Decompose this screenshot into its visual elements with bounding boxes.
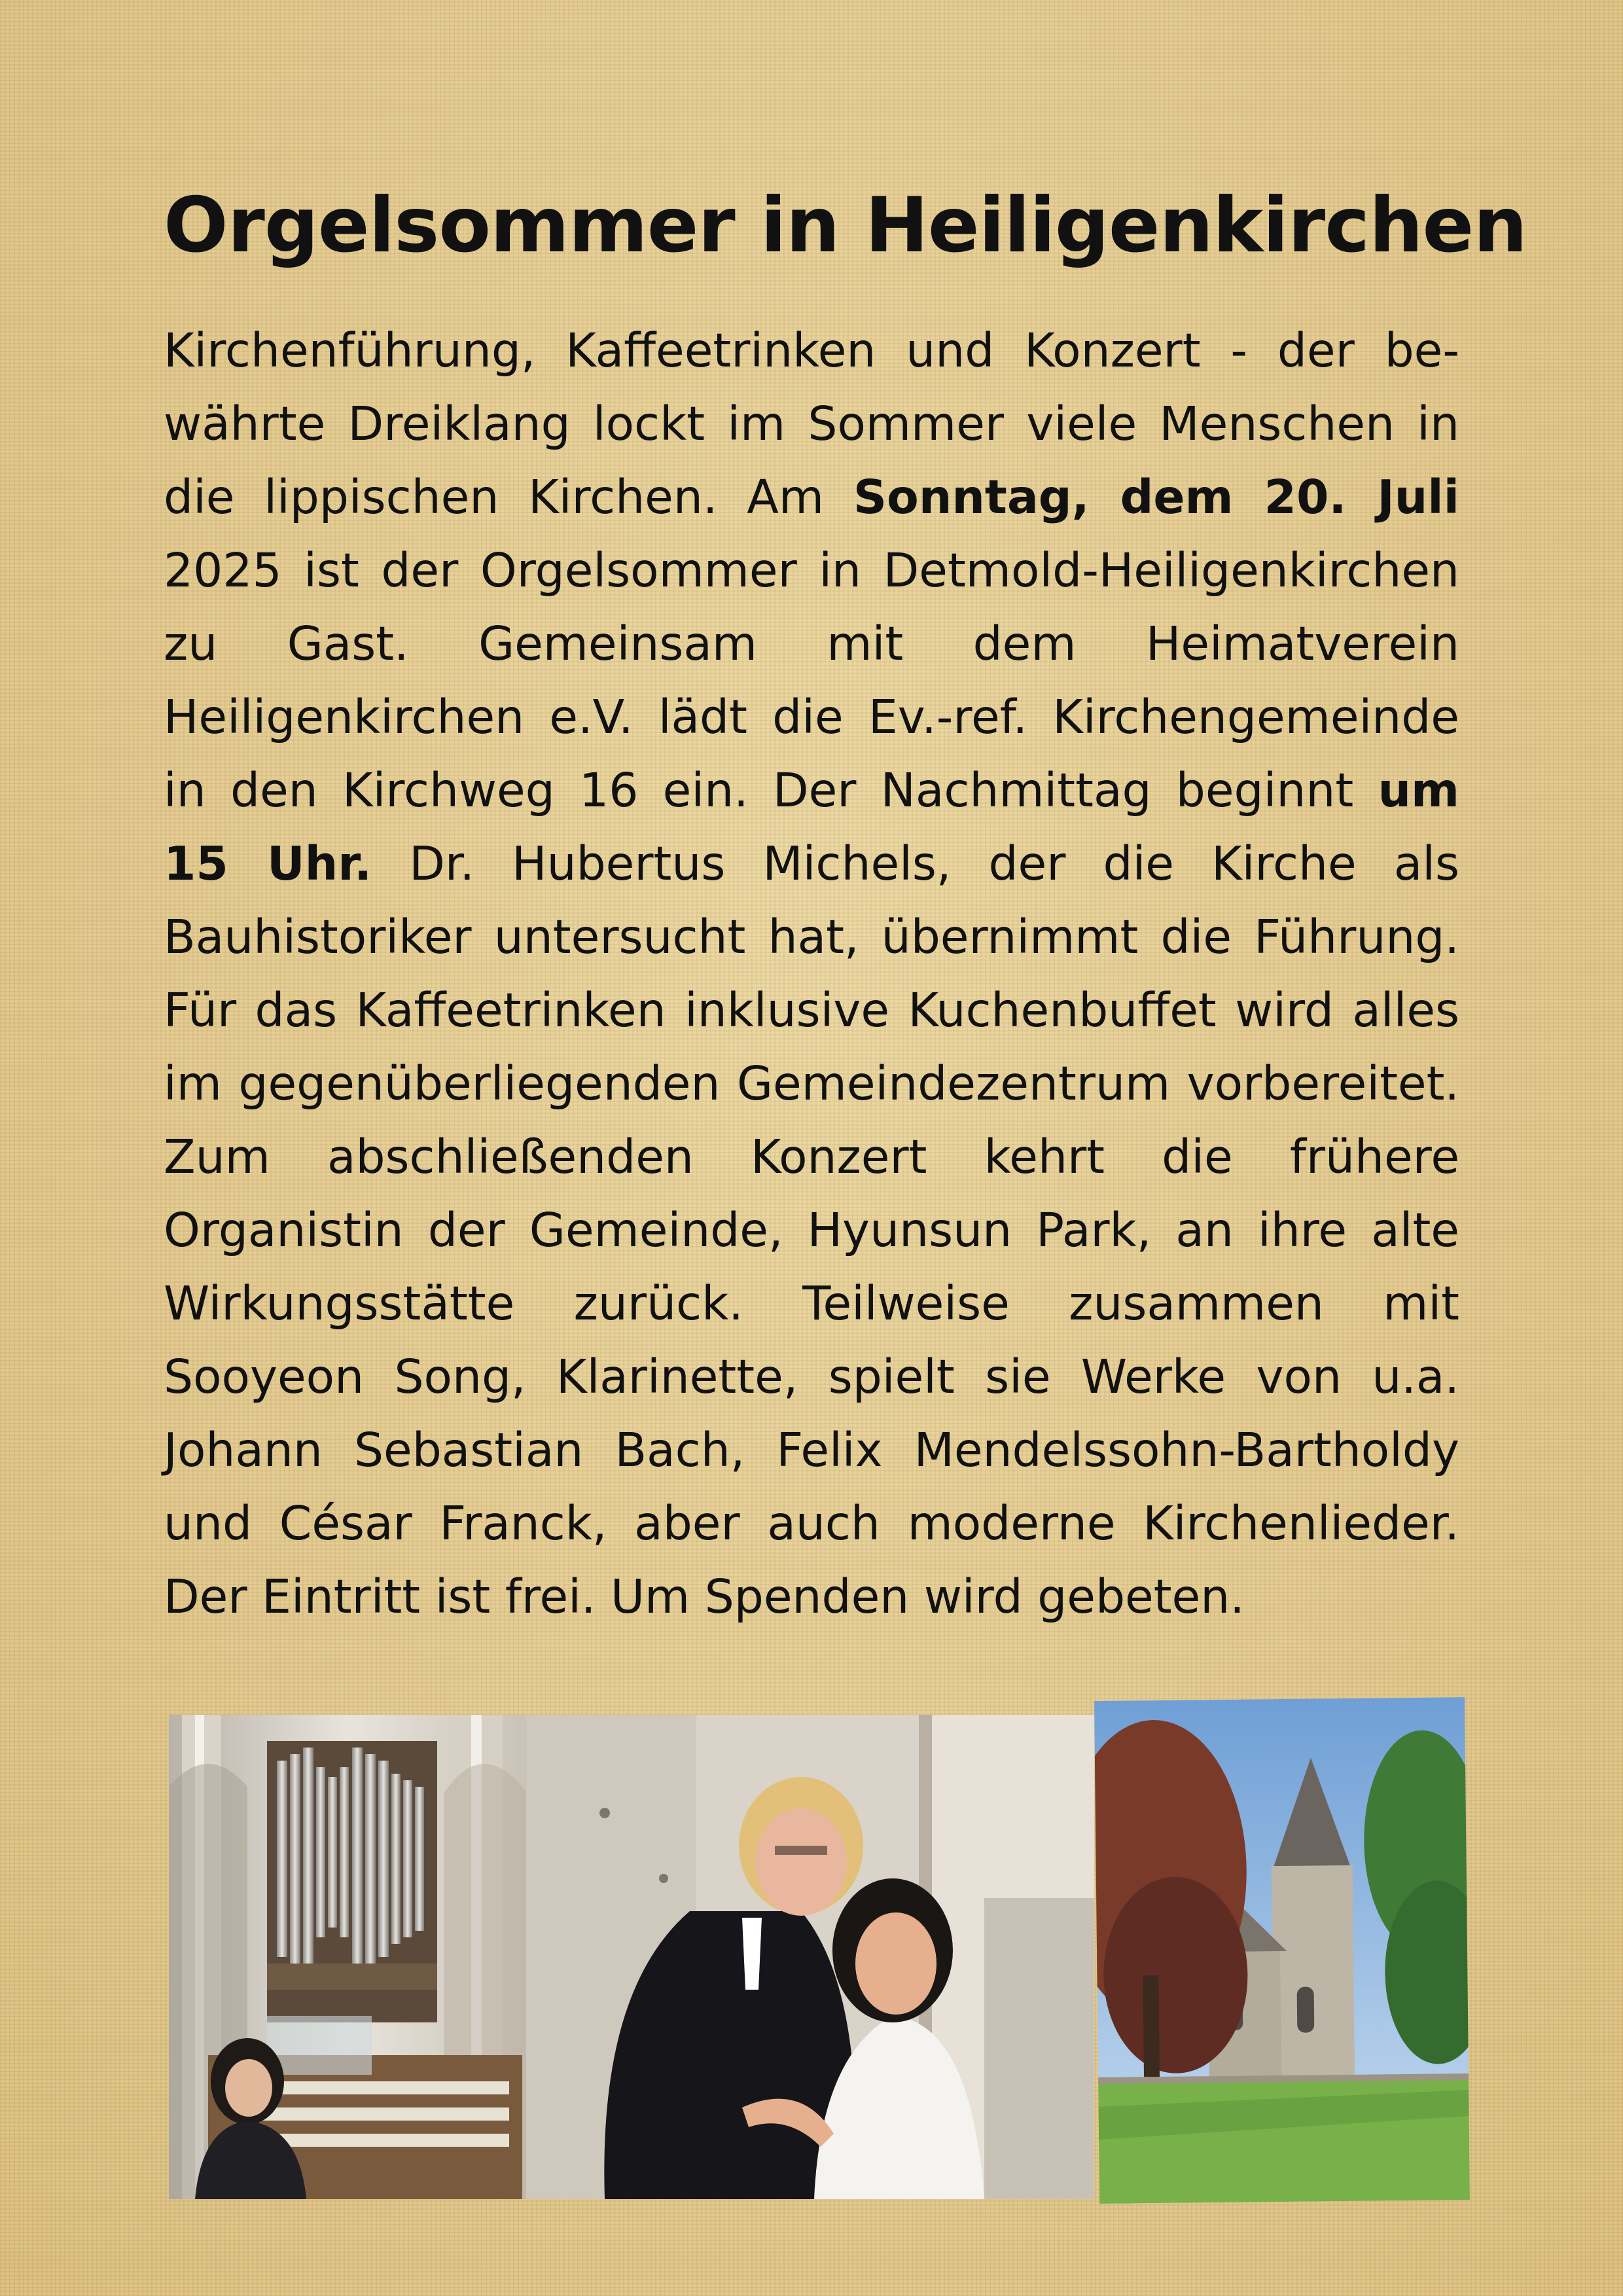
article-body bbox=[164, 314, 1459, 1634]
organ-photo-image bbox=[169, 1715, 527, 2199]
church-photo bbox=[1094, 1697, 1470, 2204]
body-text-part-1: Kirchenführung, Kaffeetrinken und Konzert - der bewährte Dreiklang lockt im Sommer viele Menschen in die lippischen Kirchen. Am bbox=[164, 323, 1459, 524]
people-photo-image bbox=[526, 1715, 1094, 2199]
organ-photo bbox=[169, 1715, 527, 2199]
event-time: um 15 Uhr. bbox=[164, 763, 1459, 891]
body-text-part-3: Dr. Hubertus Michels, der die Kirche als Bauhistoriker untersucht hat, übernimmt die Führung. Für das Kaffeetrinken inklusive Kuchenbuffet wird alles im gegenüberliegenden Gemeindezentrum vorbereitet. Zum abschließenden Konzert kehrt die frühere Organistin der Gemeinde, Hyunsun Park, an ihre alte Wirkungsstätte zurück. Teilweise zusammen mit Sooyeon Song, Klarinette, spielt sie Werke von u.a. Johann Sebastian Bach, Felix Mendelssohn-Bartholdy und César Franck, aber auch moderne Kirchenlieder. Der Eintritt ist frei. Um Spenden wird gebeten. bbox=[164, 836, 1460, 1624]
body-text-part-2: 2025 ist der Orgelsommer in Detmold-Heiligenkirchen zu Gast. Gemeinsam mit dem Heimatverein Heiligenkirchen e.V. lädt die Ev.-ref. Kirchengemeinde in den Kirchweg 16 ein. Der Nachmittag beginnt bbox=[164, 543, 1459, 817]
people-photo bbox=[526, 1715, 1094, 2199]
church-photo-image bbox=[1094, 1697, 1470, 2204]
event-date: Sonntag, dem 20. Juli bbox=[853, 470, 1459, 524]
page-title: Orgelsommer in Heiligenkirchen bbox=[164, 181, 1527, 270]
